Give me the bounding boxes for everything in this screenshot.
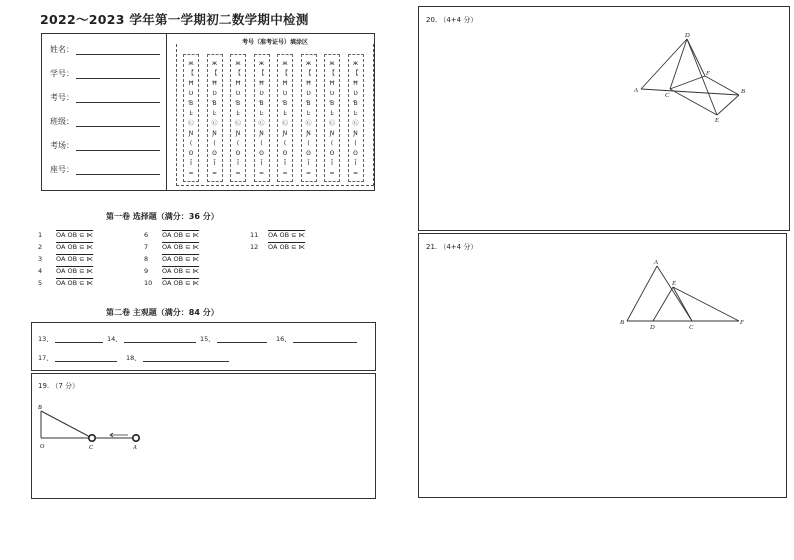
field-line bbox=[76, 118, 160, 127]
bubble-mark[interactable]: ═ bbox=[330, 170, 334, 177]
bubble-mark[interactable]: Ⓒ bbox=[234, 120, 241, 127]
question-number: 5 bbox=[38, 279, 43, 287]
bubble-mark[interactable]: Ʋ bbox=[235, 90, 241, 97]
bubble-mark[interactable]: Ɲ bbox=[329, 130, 335, 137]
field-label: 考场： bbox=[50, 141, 74, 150]
label-E: E bbox=[715, 117, 719, 124]
bubble-mark[interactable]: Ī bbox=[284, 160, 286, 167]
field-line bbox=[76, 46, 160, 55]
segment-AB bbox=[641, 89, 739, 95]
bubble-mark[interactable]: Ŀ bbox=[353, 110, 358, 117]
bubble-column[interactable] bbox=[277, 54, 293, 182]
bubble-mark[interactable]: ( bbox=[354, 140, 357, 147]
segment-BC bbox=[41, 411, 92, 438]
fill-label: 15、 bbox=[200, 335, 215, 343]
choice-options[interactable]: OA OB ⊆ ⋉ bbox=[56, 243, 94, 251]
bubble-column[interactable] bbox=[324, 54, 340, 182]
bubble-mark[interactable]: Ʋ bbox=[259, 90, 264, 97]
choice-options[interactable]: OA OB ⊆ ⋉ bbox=[56, 255, 94, 263]
q19-label: 19. （7 分） bbox=[38, 382, 80, 390]
question-number: 3 bbox=[38, 255, 43, 263]
bubble-mark[interactable]: Ħ bbox=[258, 80, 265, 87]
bubble-mark[interactable]: Ɓ bbox=[188, 100, 194, 107]
bubble-mark[interactable]: Ħ bbox=[305, 80, 312, 87]
choice-options[interactable]: OA OB ⊆ ⋉ bbox=[268, 231, 306, 239]
bubble-mark[interactable]: Ħ bbox=[329, 80, 335, 87]
bubble-mark[interactable]: ═ bbox=[236, 170, 240, 177]
student-fields-panel bbox=[42, 34, 167, 190]
field-student-number[interactable] bbox=[50, 68, 160, 79]
choice-options[interactable]: OA OB ⊆ ⋉ bbox=[162, 267, 200, 275]
bubble-title: 考号（准考证号）填涂区 bbox=[177, 37, 373, 46]
bubble-mark[interactable]: ж bbox=[211, 60, 218, 67]
bubble-mark[interactable]: Ⓒ bbox=[352, 120, 359, 127]
page-title: 2022～2023 学年第一学期初二数学期中检测 bbox=[40, 12, 309, 27]
bubble-mark[interactable]: Ɲ bbox=[212, 130, 217, 137]
bubble-mark[interactable]: ж bbox=[305, 60, 312, 67]
exam-number-bubble-area bbox=[176, 39, 374, 186]
label-O: O bbox=[40, 444, 45, 450]
segment-CF bbox=[670, 76, 705, 89]
field-line bbox=[76, 142, 160, 151]
label-C: C bbox=[665, 92, 670, 99]
label-D: D bbox=[650, 324, 655, 331]
answer-line bbox=[293, 336, 357, 343]
bubble-mark[interactable]: ( bbox=[307, 140, 310, 147]
section2-title: 第二卷 主观题（满分：84 分） bbox=[106, 308, 219, 317]
choice-question-row[interactable] bbox=[250, 231, 307, 239]
bubble-mark[interactable]: Ɲ bbox=[282, 130, 288, 137]
label-A: A bbox=[634, 87, 638, 94]
label-F: F bbox=[740, 319, 744, 326]
bubble-mark[interactable]: Ŀ bbox=[283, 110, 287, 117]
choice-question-row[interactable] bbox=[144, 255, 201, 263]
field-line bbox=[76, 94, 160, 103]
bubble-mark[interactable]: Ɲ bbox=[188, 130, 194, 137]
section1-title: 第一卷 选择题（满分：36 分） bbox=[106, 212, 219, 221]
label-E: E bbox=[672, 280, 676, 287]
bubble-mark[interactable]: ʘ bbox=[282, 150, 288, 157]
field-label: 考号： bbox=[50, 93, 74, 102]
bubble-column[interactable] bbox=[230, 54, 246, 182]
field-seat[interactable] bbox=[50, 164, 160, 175]
bubble-mark[interactable]: 【 bbox=[305, 70, 312, 77]
bubble-mark[interactable]: Ħ bbox=[282, 80, 288, 87]
label-C: C bbox=[89, 445, 94, 451]
bubble-mark[interactable]: Ŀ bbox=[306, 110, 311, 117]
label-A: A bbox=[654, 259, 658, 266]
segment-BA bbox=[627, 266, 657, 321]
bubble-mark[interactable]: Ħ bbox=[211, 80, 218, 87]
choice-question-row[interactable] bbox=[38, 231, 95, 239]
bubble-mark[interactable]: 【 bbox=[258, 70, 265, 77]
question-number: 2 bbox=[38, 243, 43, 251]
choice-options[interactable]: OA OB ⊆ ⋉ bbox=[56, 231, 94, 239]
bubble-mark[interactable]: Ⓒ bbox=[211, 120, 218, 127]
answer-line bbox=[55, 336, 103, 343]
q20-figure bbox=[419, 7, 789, 230]
question-number: 6 bbox=[144, 231, 149, 239]
bubble-mark[interactable]: Ī bbox=[260, 160, 263, 167]
bubble-mark[interactable]: Ɓ bbox=[259, 100, 264, 107]
bubble-mark[interactable]: ( bbox=[260, 140, 263, 147]
bubble-mark[interactable]: Ħ bbox=[352, 80, 359, 87]
field-exam-number[interactable] bbox=[50, 92, 160, 103]
label-B: B bbox=[38, 405, 42, 411]
q21-figure bbox=[419, 234, 786, 497]
choice-question-row[interactable] bbox=[144, 279, 201, 287]
bubble-mark[interactable]: Ŀ bbox=[259, 110, 264, 117]
fill-label: 17、 bbox=[38, 354, 53, 362]
answer-line bbox=[217, 336, 267, 343]
bubble-mark[interactable]: ═ bbox=[353, 170, 358, 177]
label-D: D bbox=[685, 32, 690, 39]
wheel-C bbox=[89, 435, 95, 441]
fill-item-16[interactable] bbox=[276, 334, 357, 343]
question-number: 12 bbox=[250, 243, 259, 251]
bubble-mark[interactable]: ═ bbox=[306, 170, 311, 177]
bubble-mark[interactable]: ж bbox=[258, 60, 265, 67]
bubble-mark[interactable]: Ⓒ bbox=[305, 120, 312, 127]
bubble-mark[interactable]: ═ bbox=[189, 170, 193, 177]
choice-question-row[interactable] bbox=[250, 243, 307, 251]
bubble-mark[interactable]: Ɲ bbox=[306, 130, 311, 137]
question-number: 8 bbox=[144, 255, 149, 263]
segment-AC bbox=[657, 266, 692, 321]
bubble-mark[interactable]: Ī bbox=[331, 160, 333, 167]
bubble-mark[interactable]: 【 bbox=[211, 70, 218, 77]
question-number: 11 bbox=[250, 231, 259, 239]
field-label: 班级： bbox=[50, 117, 74, 126]
label-A: A bbox=[133, 445, 137, 451]
q20-label: 20. （4+4 分） bbox=[426, 16, 478, 24]
choice-question-row[interactable] bbox=[38, 243, 95, 251]
bubble-mark[interactable]: ═ bbox=[259, 170, 264, 177]
q19-figure bbox=[32, 374, 375, 498]
choice-question-row[interactable] bbox=[38, 255, 95, 263]
bubble-mark[interactable]: ж bbox=[352, 60, 359, 67]
choice-options[interactable]: OA OB ⊆ ⋉ bbox=[162, 279, 200, 287]
bubble-mark[interactable]: ( bbox=[213, 140, 216, 147]
fill-item-18[interactable] bbox=[126, 353, 229, 362]
bubble-mark[interactable]: ʘ bbox=[212, 150, 217, 157]
bubble-mark[interactable]: Ʋ bbox=[188, 90, 194, 97]
choice-options[interactable]: OA OB ⊆ ⋉ bbox=[56, 267, 94, 275]
field-line bbox=[76, 166, 160, 175]
bubble-mark[interactable]: Ⓒ bbox=[258, 120, 265, 127]
bubble-mark[interactable]: ( bbox=[330, 140, 334, 147]
bubble-mark[interactable]: 【 bbox=[328, 70, 335, 77]
bubble-mark[interactable]: Ɓ bbox=[282, 100, 288, 107]
bubble-mark[interactable]: ж bbox=[188, 60, 194, 67]
answer-line bbox=[55, 355, 117, 362]
field-name[interactable] bbox=[50, 44, 160, 55]
bubble-mark[interactable]: Ī bbox=[354, 160, 357, 167]
bubble-mark[interactable]: Ɲ bbox=[353, 130, 358, 137]
bubble-mark[interactable]: Ʋ bbox=[329, 90, 335, 97]
bubble-mark[interactable]: ʘ bbox=[329, 150, 335, 157]
fill-item-14[interactable] bbox=[107, 334, 196, 343]
student-info-box bbox=[41, 33, 375, 191]
bubble-mark[interactable]: Ɓ bbox=[212, 100, 217, 107]
bubble-mark[interactable]: Ŀ bbox=[330, 110, 334, 117]
choice-options[interactable]: OA OB ⊆ ⋉ bbox=[162, 255, 200, 263]
choice-question-row[interactable] bbox=[144, 231, 201, 239]
bubble-mark[interactable]: Ŀ bbox=[236, 110, 240, 117]
bubble-mark[interactable]: Ʋ bbox=[282, 90, 288, 97]
fill-item-15[interactable] bbox=[200, 334, 267, 343]
bubble-mark[interactable]: ʘ bbox=[353, 150, 358, 157]
fill-in-box bbox=[31, 322, 376, 371]
choice-question-row[interactable] bbox=[144, 243, 201, 251]
segment-DE bbox=[653, 287, 673, 321]
choice-question-row[interactable] bbox=[38, 267, 95, 275]
bubble-column[interactable] bbox=[348, 54, 364, 182]
wheel-A bbox=[133, 435, 139, 441]
label-F: F bbox=[706, 70, 710, 77]
segment-AD bbox=[641, 39, 687, 89]
fill-item-13[interactable] bbox=[38, 334, 103, 343]
question-number: 7 bbox=[144, 243, 149, 251]
segment-DF bbox=[687, 39, 705, 76]
bubble-mark[interactable]: Ħ bbox=[188, 80, 194, 87]
bubble-mark[interactable]: Ɓ bbox=[353, 100, 358, 107]
fill-item-17[interactable] bbox=[38, 353, 117, 362]
choice-options[interactable]: OA OB ⊆ ⋉ bbox=[162, 243, 200, 251]
bubble-column[interactable] bbox=[301, 54, 317, 182]
bubble-mark[interactable]: ж bbox=[235, 60, 241, 67]
segment-BE bbox=[717, 95, 739, 115]
bubble-mark[interactable]: Ħ bbox=[235, 80, 241, 87]
bubble-mark[interactable]: Ɲ bbox=[259, 130, 264, 137]
bubble-mark[interactable]: ═ bbox=[212, 170, 217, 177]
bubble-column[interactable] bbox=[207, 54, 223, 182]
field-exam-room[interactable] bbox=[50, 140, 160, 151]
label-B: B bbox=[741, 88, 745, 95]
question-number: 4 bbox=[38, 267, 43, 275]
bubble-mark[interactable]: Ī bbox=[213, 160, 216, 167]
bubble-mark[interactable]: ═ bbox=[283, 170, 287, 177]
fill-label: 16、 bbox=[276, 335, 291, 343]
question-number: 1 bbox=[38, 231, 43, 239]
field-label: 座号： bbox=[50, 165, 74, 174]
choice-options[interactable]: OA OB ⊆ ⋉ bbox=[56, 279, 94, 287]
bubble-mark[interactable]: 【 bbox=[281, 70, 288, 77]
bubble-mark[interactable]: ( bbox=[236, 140, 240, 147]
bubble-mark[interactable]: ʘ bbox=[188, 150, 194, 157]
answer-line bbox=[124, 336, 196, 343]
bubble-mark[interactable]: Ɲ bbox=[235, 130, 241, 137]
bubble-mark[interactable]: 【 bbox=[187, 70, 194, 77]
bubble-mark[interactable]: Ⓒ bbox=[281, 120, 288, 127]
q20-answer-box[interactable] bbox=[418, 6, 790, 231]
bubble-mark[interactable]: Ɓ bbox=[306, 100, 311, 107]
bubble-mark[interactable]: Ī bbox=[190, 160, 192, 167]
choice-options[interactable]: OA OB ⊆ ⋉ bbox=[268, 243, 306, 251]
bubble-mark[interactable]: ʘ bbox=[306, 150, 311, 157]
choice-options[interactable]: OA OB ⊆ ⋉ bbox=[162, 231, 200, 239]
bubble-mark[interactable]: ʘ bbox=[259, 150, 264, 157]
segment-DC bbox=[670, 39, 687, 89]
bubble-mark[interactable]: Ŀ bbox=[212, 110, 217, 117]
bubble-mark[interactable]: Ʋ bbox=[212, 90, 217, 97]
bubble-mark[interactable]: ( bbox=[283, 140, 287, 147]
bubble-mark[interactable]: ʘ bbox=[235, 150, 241, 157]
q21-answer-box[interactable] bbox=[418, 233, 787, 498]
fill-label: 14、 bbox=[107, 335, 122, 343]
bubble-mark[interactable]: Ɓ bbox=[235, 100, 241, 107]
bubble-mark[interactable]: 【 bbox=[352, 70, 359, 77]
field-class[interactable] bbox=[50, 116, 160, 127]
bubble-mark[interactable]: ( bbox=[189, 140, 193, 147]
bubble-mark[interactable]: Ŀ bbox=[189, 110, 193, 117]
label-B: B bbox=[620, 319, 624, 326]
bubble-mark[interactable]: ж bbox=[329, 60, 335, 67]
bubble-mark[interactable]: ж bbox=[282, 60, 288, 67]
question-number: 10 bbox=[144, 279, 153, 287]
field-label: 学号： bbox=[50, 69, 74, 78]
bubble-mark[interactable]: 【 bbox=[234, 70, 241, 77]
q21-label: 21. （4+4 分） bbox=[426, 243, 478, 251]
bubble-mark[interactable]: Ʋ bbox=[306, 90, 311, 97]
segment-FB bbox=[705, 76, 739, 95]
choice-question-row[interactable] bbox=[144, 267, 201, 275]
choice-question-row[interactable] bbox=[38, 279, 95, 287]
question-number: 9 bbox=[144, 267, 149, 275]
bubble-mark[interactable]: Ʋ bbox=[353, 90, 358, 97]
bubble-mark[interactable]: Ɓ bbox=[329, 100, 335, 107]
fill-label: 18、 bbox=[126, 354, 141, 362]
field-line bbox=[76, 70, 160, 79]
bubble-column[interactable] bbox=[183, 54, 199, 182]
bubble-mark[interactable]: Ī bbox=[237, 160, 239, 167]
answer-line bbox=[143, 355, 229, 362]
field-label: 姓名： bbox=[50, 45, 74, 54]
fill-label: 13、 bbox=[38, 335, 53, 343]
bubble-mark[interactable]: Ī bbox=[307, 160, 310, 167]
bubble-mark[interactable]: Ⓒ bbox=[187, 120, 194, 127]
bubble-mark[interactable]: Ⓒ bbox=[328, 120, 335, 127]
label-C: C bbox=[689, 324, 694, 331]
bubble-column[interactable] bbox=[254, 54, 270, 182]
q19-answer-box[interactable] bbox=[31, 373, 376, 499]
